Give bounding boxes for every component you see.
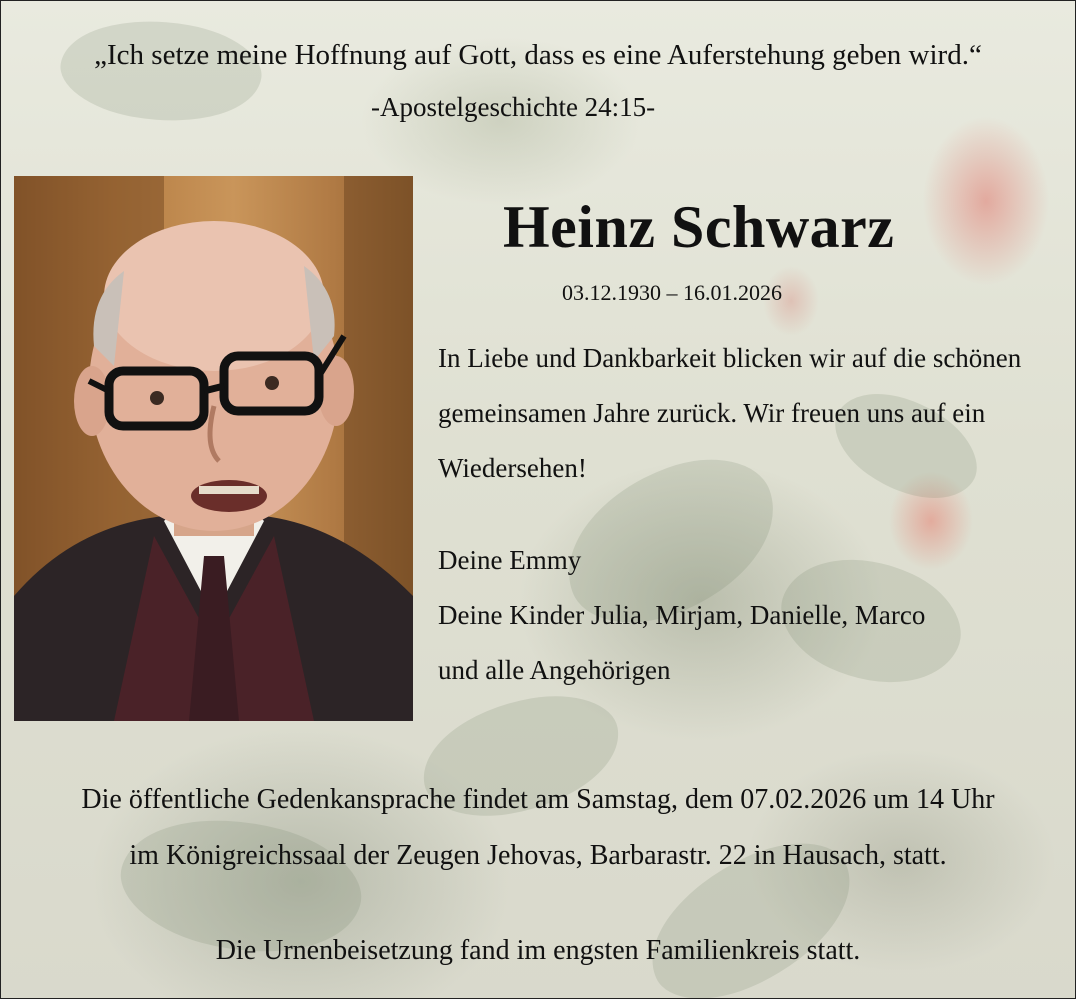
portrait-photo [14, 176, 413, 721]
family-signature [438, 533, 1058, 698]
service-line: Die öffentliche Gedenkansprache findet am Samstag, dem 07.02.2026 um 14 Uhr [81, 784, 995, 815]
service-line: im Königreichssaal der Zeugen Jehovas, Barbarastr. 22 in Hausach, statt. [129, 840, 947, 871]
quote-reference: -Apostelgeschichte 24:15- [371, 92, 656, 122]
urn-burial-note: Die Urnenbeisetzung fand im engsten Familienkreis statt. [215, 935, 861, 966]
life-dates: 03.12.1930 – 16.01.2026 [562, 280, 782, 305]
memorial-service-info [1, 772, 1075, 884]
family-line: und alle Angehörigen [438, 655, 671, 685]
family-line: Deine Emmy [438, 545, 582, 575]
deceased-name: Heinz Schwarz [503, 194, 895, 260]
portrait-illustration [14, 176, 413, 721]
bible-quote: „Ich setze meine Hoffnung auf Gott, dass es eine Auferstehung geben wird.“ [94, 39, 982, 71]
family-line: Deine Kinder Julia, Mirjam, Danielle, Marco [438, 600, 926, 630]
memorial-message: In Liebe und Dankbarkeit blicken wir auf die schönen gemeinsamen Jahre zurück. Wir freuen uns auf ein Wiedersehen! [438, 343, 1022, 483]
